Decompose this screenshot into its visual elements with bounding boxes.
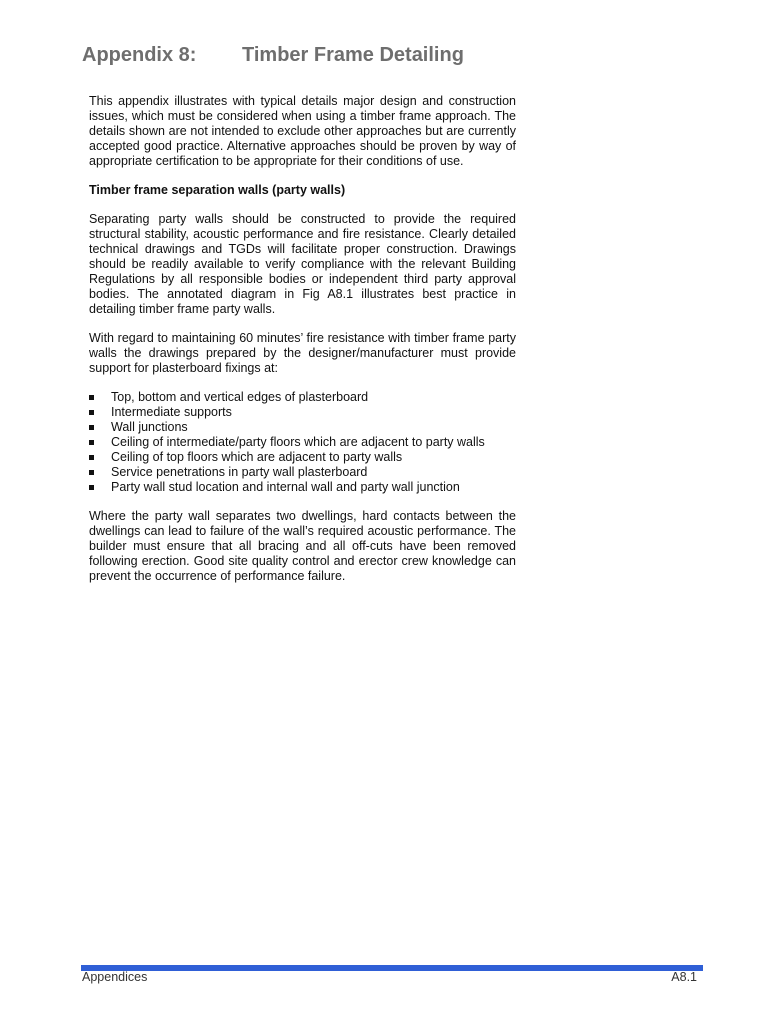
section-heading: Timber frame separation walls (party walls) <box>89 183 346 197</box>
square-bullet-icon <box>89 395 94 400</box>
list-item-text: Service penetrations in party wall plasterboard <box>111 465 368 479</box>
list-item <box>89 435 516 450</box>
appendix-label: Appendix 8: <box>82 44 197 66</box>
acoustic-paragraph: Where the party wall separates two dwellings, hard contacts between the dwellings can lead to failure of the wall’s required acoustic performance. The builder must ensure that all bracing and all off-cuts have been removed following erection. Good site quality control and erector crew knowledge can prevent the occurrence of performance failure. <box>89 509 516 583</box>
list-item <box>89 480 516 495</box>
list-item <box>89 465 516 480</box>
footer-section-label: Appendices <box>82 970 148 984</box>
page-number: A8.1 <box>671 970 697 984</box>
page-title <box>82 44 464 67</box>
list-item-text: Ceiling of top floors which are adjacent to party walls <box>111 450 403 464</box>
list-item-text: Intermediate supports <box>111 405 232 419</box>
square-bullet-icon <box>89 410 94 415</box>
appendix-title: Timber Frame Detailing <box>242 44 464 66</box>
list-item <box>89 390 516 405</box>
list-item-text: Party wall stud location and internal wall and party wall junction <box>111 480 460 494</box>
list-item <box>89 405 516 420</box>
list-item-text: Ceiling of intermediate/party floors which are adjacent to party walls <box>111 435 485 449</box>
list-item-text: Wall junctions <box>111 420 188 434</box>
list-item-text: Top, bottom and vertical edges of plasterboard <box>111 390 369 404</box>
square-bullet-icon <box>89 455 94 460</box>
document-body <box>89 94 516 598</box>
square-bullet-icon <box>89 485 94 490</box>
intro-paragraph: This appendix illustrates with typical details major design and construction issues, which must be considered when using a timber frame approach. The details shown are not intended to exclude other approaches but are currently accepted good practice. Alternative approaches should be proven by way of appropriate certification to be appropriate for their conditions of use. <box>89 94 516 168</box>
party-wall-paragraph: Separating party walls should be constructed to provide the required structural stability, acoustic performance and fire resistance. Clearly detailed technical drawings and TGDs will facilitate proper construction. Drawings should be readily available to verify compliance with the relevant Building Regulations by all responsible bodies or independent third party approval bodies. The annotated diagram in Fig A8.1 illustrates best practice in detailing timber frame party walls. <box>89 212 516 316</box>
list-item <box>89 420 516 435</box>
list-item <box>89 450 516 465</box>
square-bullet-icon <box>89 440 94 445</box>
fixing-support-list <box>89 390 516 495</box>
square-bullet-icon <box>89 470 94 475</box>
fire-resistance-paragraph: With regard to maintaining 60 minutes’ fire resistance with timber frame party walls the drawings prepared by the designer/manufacturer must provide support for plasterboard fixings at: <box>89 331 516 375</box>
square-bullet-icon <box>89 425 94 430</box>
footer-divider <box>81 965 703 971</box>
